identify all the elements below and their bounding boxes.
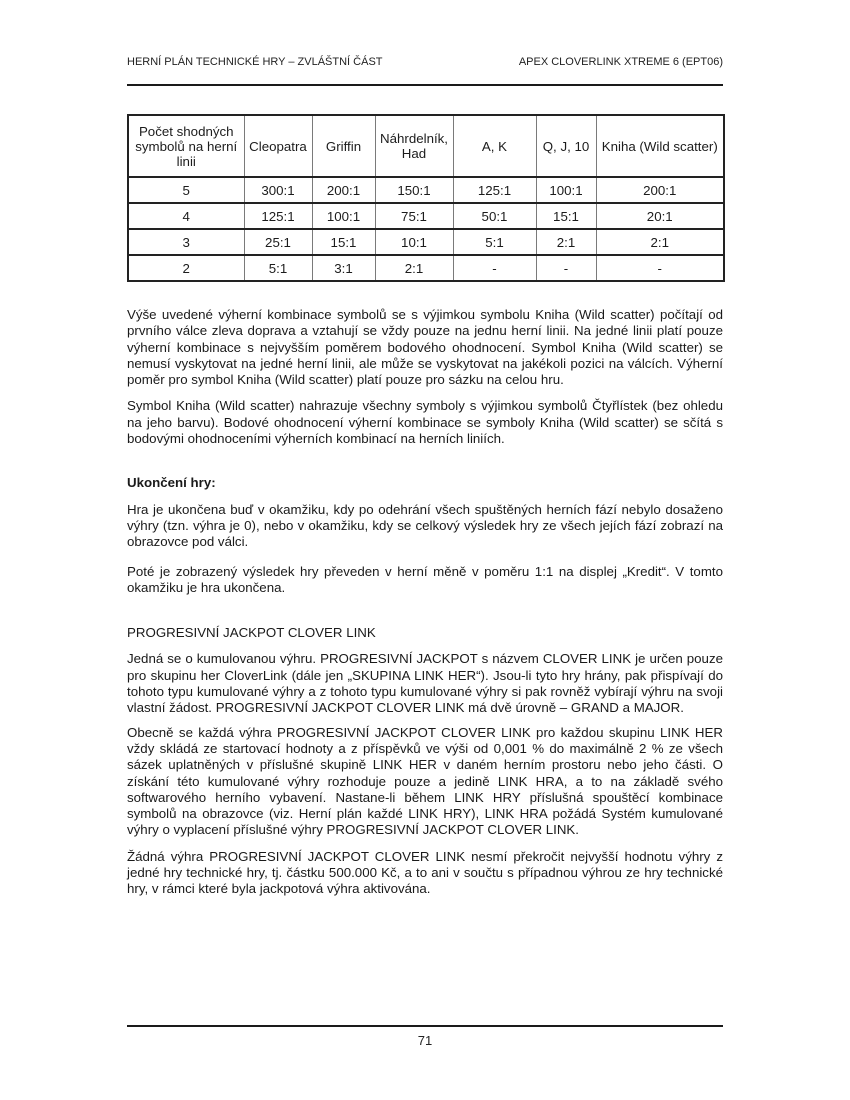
- paytable-header-cell: Q, J, 10: [536, 115, 596, 177]
- paytable-cell: 15:1: [312, 229, 375, 255]
- header-right-title: APEX CLOVERLINK XTREME 6 (EPT06): [518, 56, 723, 68]
- paragraph-jackpot-2: Obecně se každá výhra PROGRESIVNÍ JACKPOT CLOVER LINK pro každou skupinu LINK HER vždy skládá ze startovací hodnoty a z příspěvků ve výši od 0,001 % do maximálně 2 % ze všech sázek uplatněných v příslušné skupině LINK HER v daném herním prostoru nebo jeho části. O získání této kumulované výhry rozhoduje pouze a jedině LINK HRA, a to na základě svého softwarového herního vybavení. Nastane-li během LINK HRY příslušná spouštěcí kombinace symbolů na obrazovce (viz. Herní plán každé LINK HRY), LINK HRA požádá Systém kumulované výhry o vyplacení příslušné výhry PROGRESIVNÍ JACKPOT CLOVER LINK.: [127, 724, 723, 838]
- paytable-cell: 10:1: [375, 229, 453, 255]
- paytable-row: [128, 229, 724, 255]
- paytable-header-cell: Griffin: [312, 115, 375, 177]
- paragraph-game-end-1: Hra je ukončena buď v okamžiku, kdy po odehrání všech spuštěných herních fází nebylo dosaženo výhry (tzn. výhra je 0), nebo v okamžiku, kdy se celkový výsledek hry ze všech jejích fází zobrazí na obrazovce pod válci.: [127, 501, 723, 550]
- paytable-cell: 2: [128, 255, 244, 281]
- page-number: 71: [417, 1033, 433, 1048]
- paytable-cell: 2:1: [596, 229, 724, 255]
- paytable-cell: 2:1: [375, 255, 453, 281]
- heading-game-end: Ukončení hry:: [127, 475, 216, 491]
- paytable-cell: 200:1: [596, 177, 724, 203]
- paragraph-win-rules: Výše uvedené výherní kombinace symbolů se s výjimkou symbolu Kniha (Wild scatter) počítají od prvního válce zleva doprava a vztahují se vždy pouze na jednu herní linii. Na jedné linii platí pouze výherní kombinace s nejvyšším poměrem bodového ohodnocení. Symbol Kniha (Wild scatter) se nemusí vyskytovat na jedné herní linii, ale může se vyskytovat na jakékoli pozici na válcích. Výherní poměr pro symbol Kniha (Wild scatter) platí pouze pro sázku na celou hru.: [127, 307, 723, 388]
- paytable-cell: 300:1: [244, 177, 312, 203]
- paytable-header-row: [128, 115, 724, 177]
- section-title-progressive-jackpot: PROGRESIVNÍ JACKPOT CLOVER LINK: [127, 625, 376, 641]
- paytable-row: [128, 255, 724, 281]
- header-left-title: HERNÍ PLÁN TECHNICKÉ HRY – ZVLÁŠTNÍ ČÁST: [127, 56, 383, 68]
- paytable-cell: -: [536, 255, 596, 281]
- paytable-cell: 50:1: [453, 203, 536, 229]
- paytable-header-cell: Cleopatra: [244, 115, 312, 177]
- paytable-cell: 125:1: [453, 177, 536, 203]
- paytable-header-cell: Náhrdelník, Had: [375, 115, 453, 177]
- paytable-cell: 125:1: [244, 203, 312, 229]
- paytable-cell: 5:1: [244, 255, 312, 281]
- paytable-cell: 75:1: [375, 203, 453, 229]
- paytable-header-cell: Počet shodných symbolů na herní linii: [128, 115, 244, 177]
- paytable-header-cell: A, K: [453, 115, 536, 177]
- paytable-cell: 3: [128, 229, 244, 255]
- paytable-cell: -: [453, 255, 536, 281]
- footer-rule: [127, 1025, 723, 1027]
- paytable-cell: 2:1: [536, 229, 596, 255]
- paytable-cell: 100:1: [312, 203, 375, 229]
- paytable-cell: 150:1: [375, 177, 453, 203]
- paragraph-game-end-2: Poté je zobrazený výsledek hry převeden v herní měně v poměru 1:1 na displej „Kredit“. V tomto okamžiku je hra ukončena.: [127, 563, 723, 595]
- paytable-row: [128, 177, 724, 203]
- paytable-row: [128, 203, 724, 229]
- paragraph-wild-substitution: Symbol Kniha (Wild scatter) nahrazuje všechny symboly s výjimkou symbolů Čtyřlístek (bez ohledu na jeho barvu). Bodové ohodnocení výherní kombinace se symboly Kniha (Wild scatter) se sčítá s bodovými ohodnoceními výherních kombinací na herních liniích.: [127, 398, 723, 447]
- paytable-cell: 100:1: [536, 177, 596, 203]
- paytable-cell: 5: [128, 177, 244, 203]
- paragraph-jackpot-1: Jedná se o kumulovanou výhru. PROGRESIVNÍ JACKPOT s názvem CLOVER LINK je určen pouze pro skupinu her CloverLink (dále jen „SKUPINA LINK HER“). Jsou-li tyto hry hrány, pak přispívají do tohoto typu kumulované výhry a z tohoto typu kumulované výhry si pak rovněž vybírají výhru na svoji vlastní žádost. PROGRESIVNÍ JACKPOT CLOVER LINK má dvě úrovně – GRAND a MAJOR.: [127, 651, 723, 716]
- paytable-cell: -: [596, 255, 724, 281]
- paytable-cell: 4: [128, 203, 244, 229]
- page-header: [127, 0, 723, 68]
- paytable-cell: 3:1: [312, 255, 375, 281]
- paytable-cell: 15:1: [536, 203, 596, 229]
- paragraph-jackpot-3: Žádná výhra PROGRESIVNÍ JACKPOT CLOVER LINK nesmí překročit nejvyšší hodnotu výhry z jedné hry technické hry, tj. částku 500.000 Kč, a to ani v součtu s případnou výhrou ze hry technické hry, v rámci které byla jackpotová výhra aktivována.: [127, 848, 723, 897]
- header-rule: [127, 84, 723, 86]
- document-body: [127, 307, 723, 898]
- paytable-header-cell: Kniha (Wild scatter): [596, 115, 724, 177]
- paytable: [127, 114, 725, 282]
- paytable-cell: 200:1: [312, 177, 375, 203]
- paytable-cell: 5:1: [453, 229, 536, 255]
- paytable-cell: 25:1: [244, 229, 312, 255]
- paytable-cell: 20:1: [596, 203, 724, 229]
